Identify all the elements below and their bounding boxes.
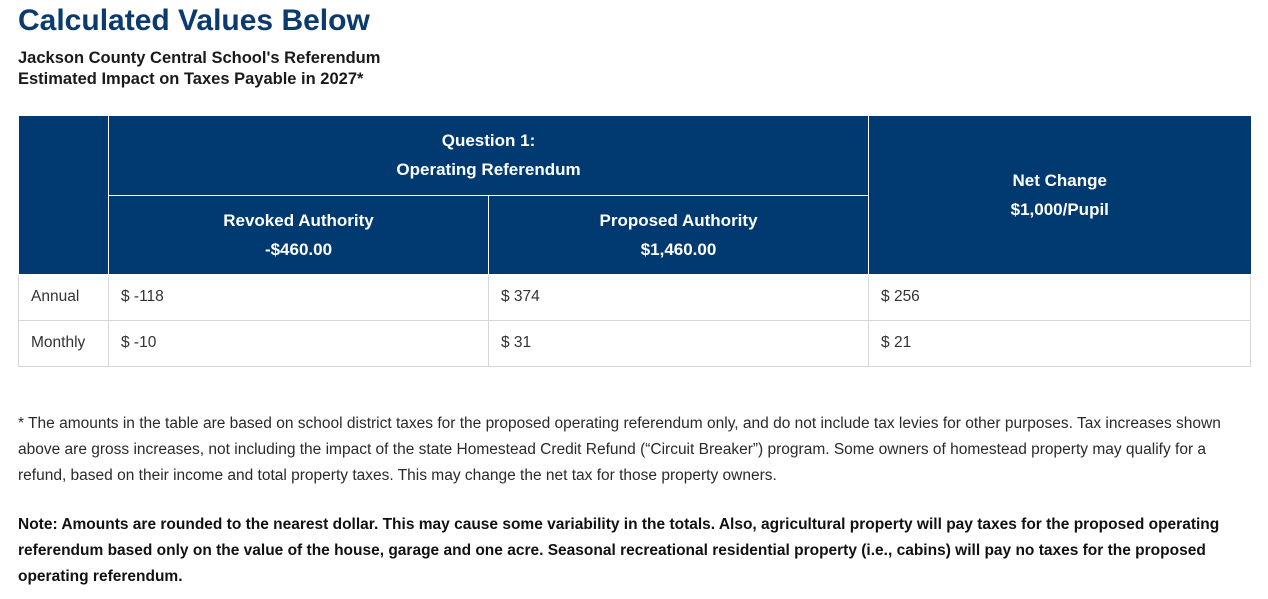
- footnote: * The amounts in the table are based on school district taxes for the proposed operating referendum only, and do not include tax levies for other purposes. Tax increases shown above are gross increases, not including the impact of the state Homestead Credit Refund (“Circuit Breaker”) program. Some owners of homestead property may qualify for a refund, based on their income and total property taxes. This may change the net tax for those property owners.: [18, 415, 1221, 484]
- tax-impact-table: [18, 116, 1251, 367]
- question-title: Operating Referendum: [396, 160, 581, 180]
- page-subtitle: [18, 48, 380, 90]
- subtitle-line-2: Estimated Impact on Taxes Payable in 2027*: [18, 70, 364, 88]
- annual-revoked: $ -118: [109, 274, 489, 320]
- rounding-note: Note: Amounts are rounded to the nearest dollar. This may cause some variability in the totals. Also, agricultural property will pay taxes for the proposed operating referendum based only on the value of the house, garage and one acre. Seasonal recreational residential property (i.e., cabins) will pay no taxes for the proposed operating referendum.: [18, 516, 1220, 585]
- header-corner-cell: [19, 116, 109, 274]
- table-header-row: [19, 116, 1251, 195]
- revoked-authority-value: -$460.00: [264, 239, 333, 259]
- monthly-proposed: $ 31: [489, 320, 869, 366]
- question-label: Question 1:: [441, 131, 536, 151]
- header-revoked-authority: [109, 195, 489, 274]
- row-label-annual: Annual: [19, 274, 109, 320]
- revoked-authority-label: Revoked Authority: [223, 210, 374, 230]
- monthly-revoked: $ -10: [109, 320, 489, 366]
- subtitle-line-1: Jackson County Central School's Referendum: [18, 49, 381, 67]
- proposed-authority-label: Proposed Authority: [599, 210, 758, 230]
- header-net-change: [869, 116, 1251, 274]
- page-title: Calculated Values Below: [18, 4, 370, 37]
- table-row: [19, 274, 1251, 320]
- net-change-label: Net Change: [1012, 170, 1107, 190]
- monthly-net: $ 21: [869, 320, 1251, 366]
- header-proposed-authority: [489, 195, 869, 274]
- table-row: [19, 320, 1251, 366]
- header-question-1: [109, 116, 869, 195]
- annual-proposed: $ 374: [489, 274, 869, 320]
- row-label-monthly: Monthly: [19, 320, 109, 366]
- proposed-authority-value: $1,460.00: [640, 239, 717, 259]
- annual-net: $ 256: [869, 274, 1251, 320]
- net-change-value: $1,000/Pupil: [1010, 199, 1109, 219]
